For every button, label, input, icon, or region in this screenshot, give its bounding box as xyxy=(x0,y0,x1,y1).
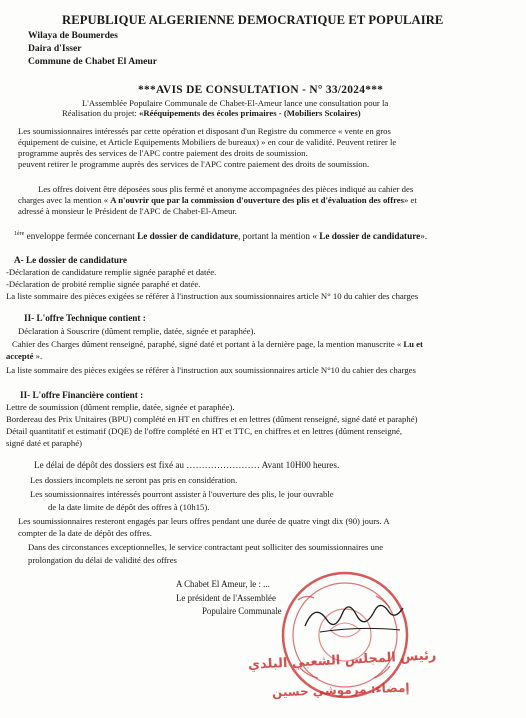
section-b-item-1: Déclaration à Souscrire (dûment remplie, datée, signée et paraphée). xyxy=(18,326,256,336)
submission-line-1: Les offres doivent être déposées sous plis fermé et anonyme accompagnées des pièces indiqué au cahier des xyxy=(38,184,414,194)
section-b-item-3: La liste sommaire des pièces exigées se référer à l'instruction aux soumissionnaires article N°10 du cahier des charges xyxy=(6,365,416,375)
section-a-item-3: La liste sommaire des pièces exigées se référer à l'instruction aux soumissionnaires article N° 10 du cahier des charges xyxy=(6,291,419,301)
submission-mention-suffix: » et xyxy=(404,195,417,205)
validity-line-1: Les soumissionnaires resteront engagés par leurs offres pendant une durée de quatre vingt dix (90) jours. A xyxy=(18,516,390,526)
section-b-item-2-accepte: accepté xyxy=(6,351,34,361)
attend-line-1: Les soumissionnaires intéressés pourront assister à l'ouverture des plis, le jour ouvrable xyxy=(30,489,334,499)
extension-line-2: prolongation du délai de validité des offres xyxy=(28,555,177,565)
eligibility-line-4: peuvent retirer le programme auprès des services de l'APC contre paiement des droits de soumission. xyxy=(18,159,370,169)
section-c-item-4: signé daté et paraphé) xyxy=(6,438,82,448)
section-c-title: II- L'offre Financière contient : xyxy=(20,390,144,400)
extension-line-1: Dans des circonstances exceptionnelles, le service contractant peut solliciter des soumissionnaires une xyxy=(28,542,384,552)
submission-line-2 xyxy=(18,195,417,207)
commune-line: Commune de Chabet El Ameur xyxy=(28,56,157,67)
attend-line-2: de la date limite de dépôt des offres à (10h15). xyxy=(48,502,210,512)
daira-line: Daira d'Isser xyxy=(28,43,82,54)
submission-line-3: adressé à monsieur le Président de l'APC de Chabet-El-Ameur. xyxy=(18,206,237,216)
section-c-item-2: Bordereau des Prix Unitaires (BPU) complété en HT en chiffres et en lettres (dûment renseigné, signé daté et paraphé) xyxy=(6,414,418,424)
envelope-ordinal: 1ère xyxy=(14,231,25,237)
section-b-item-2-text: Cahier des Charges dûment renseigné, paraphé, signé daté et portant à la dernière page, la mention manuscrite « xyxy=(12,339,404,349)
envelope-middle: , portant la mention « xyxy=(238,231,320,242)
signature-president-2: Populaire Communale xyxy=(202,606,282,616)
section-c-item-3: Détail quantitatif et estimatif (DQE) de l'offre complété en HT et TTC, en chiffres et en lettres (dûment renseigné, xyxy=(6,426,403,436)
section-c-item-1: Lettre de soumission (dûment remplie, datée, signée et paraphée). xyxy=(6,402,235,412)
incomplete-line: Les dossiers incomplets ne seront pas pris en considération. xyxy=(30,475,238,485)
republic-heading: REPUBLIQUE ALGERIENNE DEMOCRATIQUE ET POPULAIRE xyxy=(62,13,444,27)
section-b-item-2 xyxy=(12,339,423,351)
section-a-item-2: -Déclaration de probité remplie signée paraphé et datée. xyxy=(6,279,201,289)
stamp-arabic-signatory: إمضاء: مرموشي حسين xyxy=(271,680,410,700)
deadline-line: Le délai de dépôt des dossiers est fixé au …………………… Avant 10H00 heures. xyxy=(34,460,340,470)
envelope-bold-1: Le dossier de candidature xyxy=(137,231,239,242)
section-a-item-1: -Déclaration de candidature remplie signée paraphé et datée. xyxy=(6,267,217,277)
section-b-item-2-cont xyxy=(6,351,42,363)
signature-president-1: Le président de l'Assemblée xyxy=(176,593,276,603)
envelope-prefix: enveloppe fermée concernant xyxy=(24,231,138,242)
intro-line-2 xyxy=(62,108,361,120)
submission-mention-prefix: charges avec la mention « xyxy=(18,195,111,205)
section-b-item-2-bold: Lu et xyxy=(403,339,423,349)
intro-project-name: «Rééquipements des écoles primaires - (Mobiliers Scolaires) xyxy=(138,108,361,118)
envelope-line xyxy=(14,229,427,243)
notice-title: ***AVIS DE CONSULTATION - N° 33/2024*** xyxy=(138,84,384,96)
section-b-title: II- L'offre Technique contient : xyxy=(24,313,146,323)
validity-line-2: compter de la date de dépôt des offres. xyxy=(18,528,152,538)
eligibility-line-3: programme auprès des services de l'APC contre paiement des droits de soumission. xyxy=(18,148,308,158)
submission-mention: A n'ouvrir que par la commission d'ouverture des plis et d'évaluation des offres xyxy=(110,195,405,205)
stamp-arabic-title: رئيس المجلس الشعبي البلدي xyxy=(247,648,437,673)
section-b-item-2-close: ». xyxy=(33,351,43,361)
intro-line-1: L'Assemblée Populaire Communale de Chabet-El-Ameur lance une consultation pour la xyxy=(82,98,389,108)
signature-place-date: A Chabet El Ameur, le : ... xyxy=(176,579,270,589)
eligibility-line-2: équipement de cuisine, et Article Equipements Mobiliers de bureaux) » en cour de validité. Peuvent retirer le xyxy=(18,137,397,147)
envelope-bold-2: Le dossier de candidature xyxy=(319,231,421,242)
handwritten-signature xyxy=(300,598,410,638)
section-a-title: A- Le dossier de candidature xyxy=(14,255,127,265)
intro-project-label: Réalisation du projet: xyxy=(62,108,139,118)
envelope-suffix: ». xyxy=(420,231,428,242)
wilaya-line: Wilaya de Boumerdes xyxy=(28,30,118,41)
eligibility-line-1: Les soumissionnaires intéressés par cette opération et disposant d'un Registre du commerce « vente en gros xyxy=(18,126,391,136)
